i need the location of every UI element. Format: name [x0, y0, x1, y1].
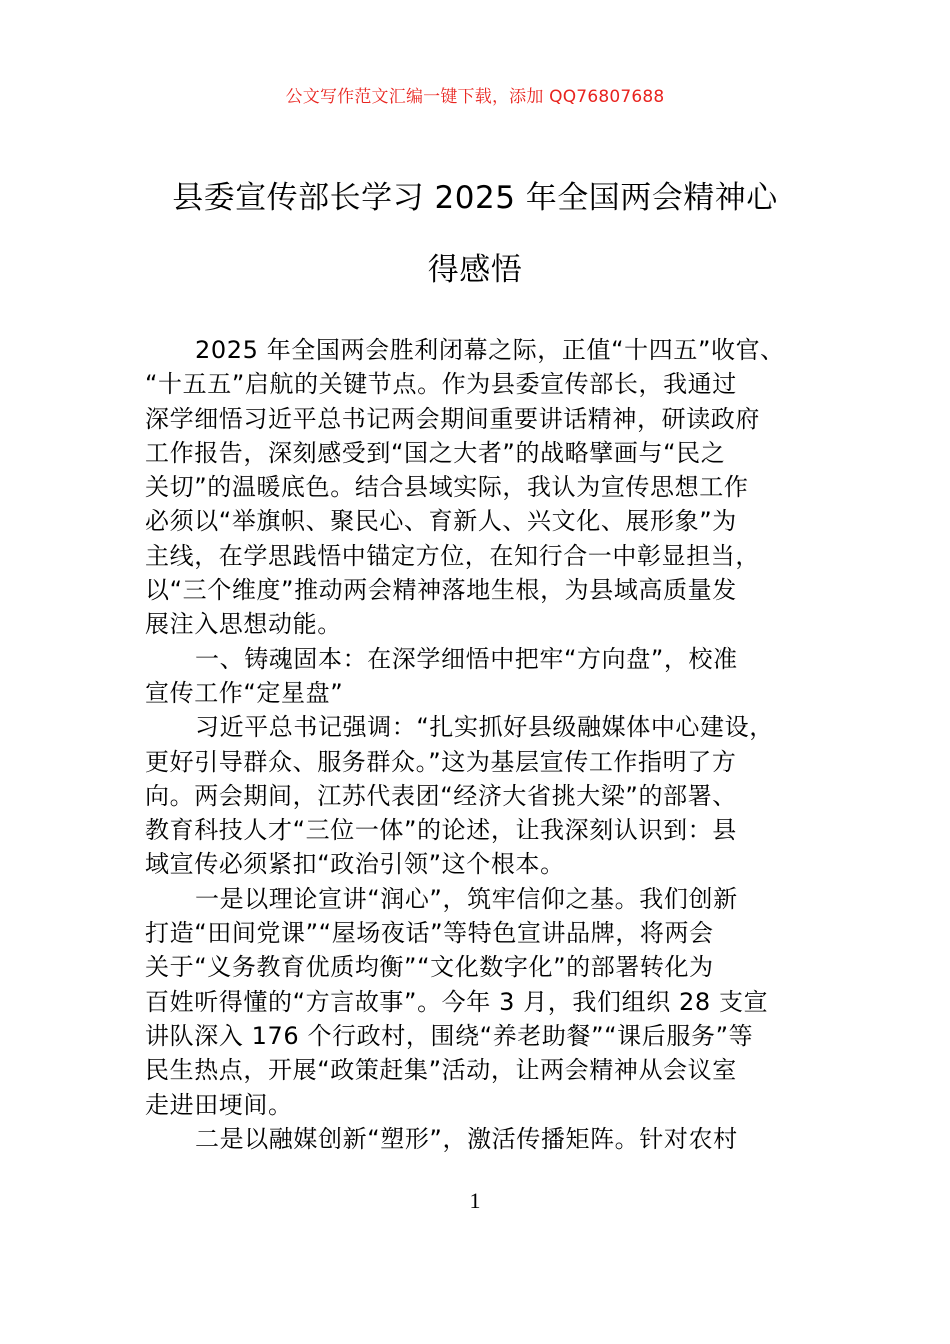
body-line: 二是以融媒创新“塑形”，激活传播矩阵。针对农村 [195, 1124, 738, 1153]
body-line: 以“三个维度”推动两会精神落地生根，为县域高质量发 [145, 576, 737, 605]
body-line: 工作报告，深刻感受到“国之大者”的战略擘画与“民之 [145, 438, 726, 467]
document-body [145, 333, 835, 1156]
document-title-line-2: 得感悟 [427, 252, 523, 288]
section-heading-line: 宣传工作“定星盘” [145, 678, 344, 707]
document-title-line-1: 县委宣传部长学习 2025 年全国两会精神心 [172, 180, 778, 216]
body-line: 域宣传必须紧扣“政治引领”这个根本。 [145, 850, 565, 879]
body-line: 2025 年全国两会胜利闭幕之际，正值“十四五”收官、 [195, 336, 785, 364]
body-line: 习近平总书记强调：“扎实抓好县级融媒体中心建设， [195, 713, 774, 742]
body-line: 关切”的温暖底色。结合县域实际，我认为宣传思想工作 [145, 473, 749, 502]
body-line: 百姓听得懂的“方言故事”。今年 3 月，我们组织 28 支宣 [145, 987, 769, 1016]
body-line: 讲队深入 176 个行政村，围绕“养老助餐”“课后服务”等 [145, 1021, 754, 1050]
section-heading-line: 一、铸魂固本：在深学细悟中把牢“方向盘”，校准 [195, 644, 738, 673]
body-line: 打造“田间党课”“屋场夜话”等特色宣讲品牌，将两会 [145, 919, 714, 948]
body-line: 必须以“举旗帜、聚民心、育新人、兴文化、展形象”为 [145, 507, 737, 536]
body-line: 一是以理论宣讲“润心”，筑牢信仰之基。我们创新 [195, 884, 738, 913]
download-watermark-banner: 公文写作范文汇编一键下载，添加 QQ76807688 [285, 87, 665, 107]
body-line: 更好引导群众、服务群众。”这为基层宣传工作指明了方 [145, 747, 737, 776]
body-line: 主线，在学思践悟中锚定方位，在知行合一中彰显担当， [145, 541, 760, 570]
body-line: 深学细悟习近平总书记两会期间重要讲话精神，研读政府 [145, 404, 760, 433]
body-line: 关于“义务教育优质均衡”“文化数字化”的部署转化为 [145, 953, 714, 982]
body-line: 教育科技人才“三位一体”的论述，让我深刻认识到：县 [145, 816, 737, 845]
body-line: 向。两会期间，江苏代表团“经济大省挑大梁”的部署、 [145, 781, 737, 810]
body-line: “十五五”启航的关键节点。作为县委宣传部长，我通过 [145, 370, 737, 399]
body-line: 展注入思想动能。 [145, 610, 342, 639]
body-line: 走进田埂间。 [145, 1090, 293, 1119]
body-line: 民生热点，开展“政策赶集”活动，让两会精神从会议室 [145, 1056, 737, 1085]
page-number: 1 [469, 1188, 481, 1213]
